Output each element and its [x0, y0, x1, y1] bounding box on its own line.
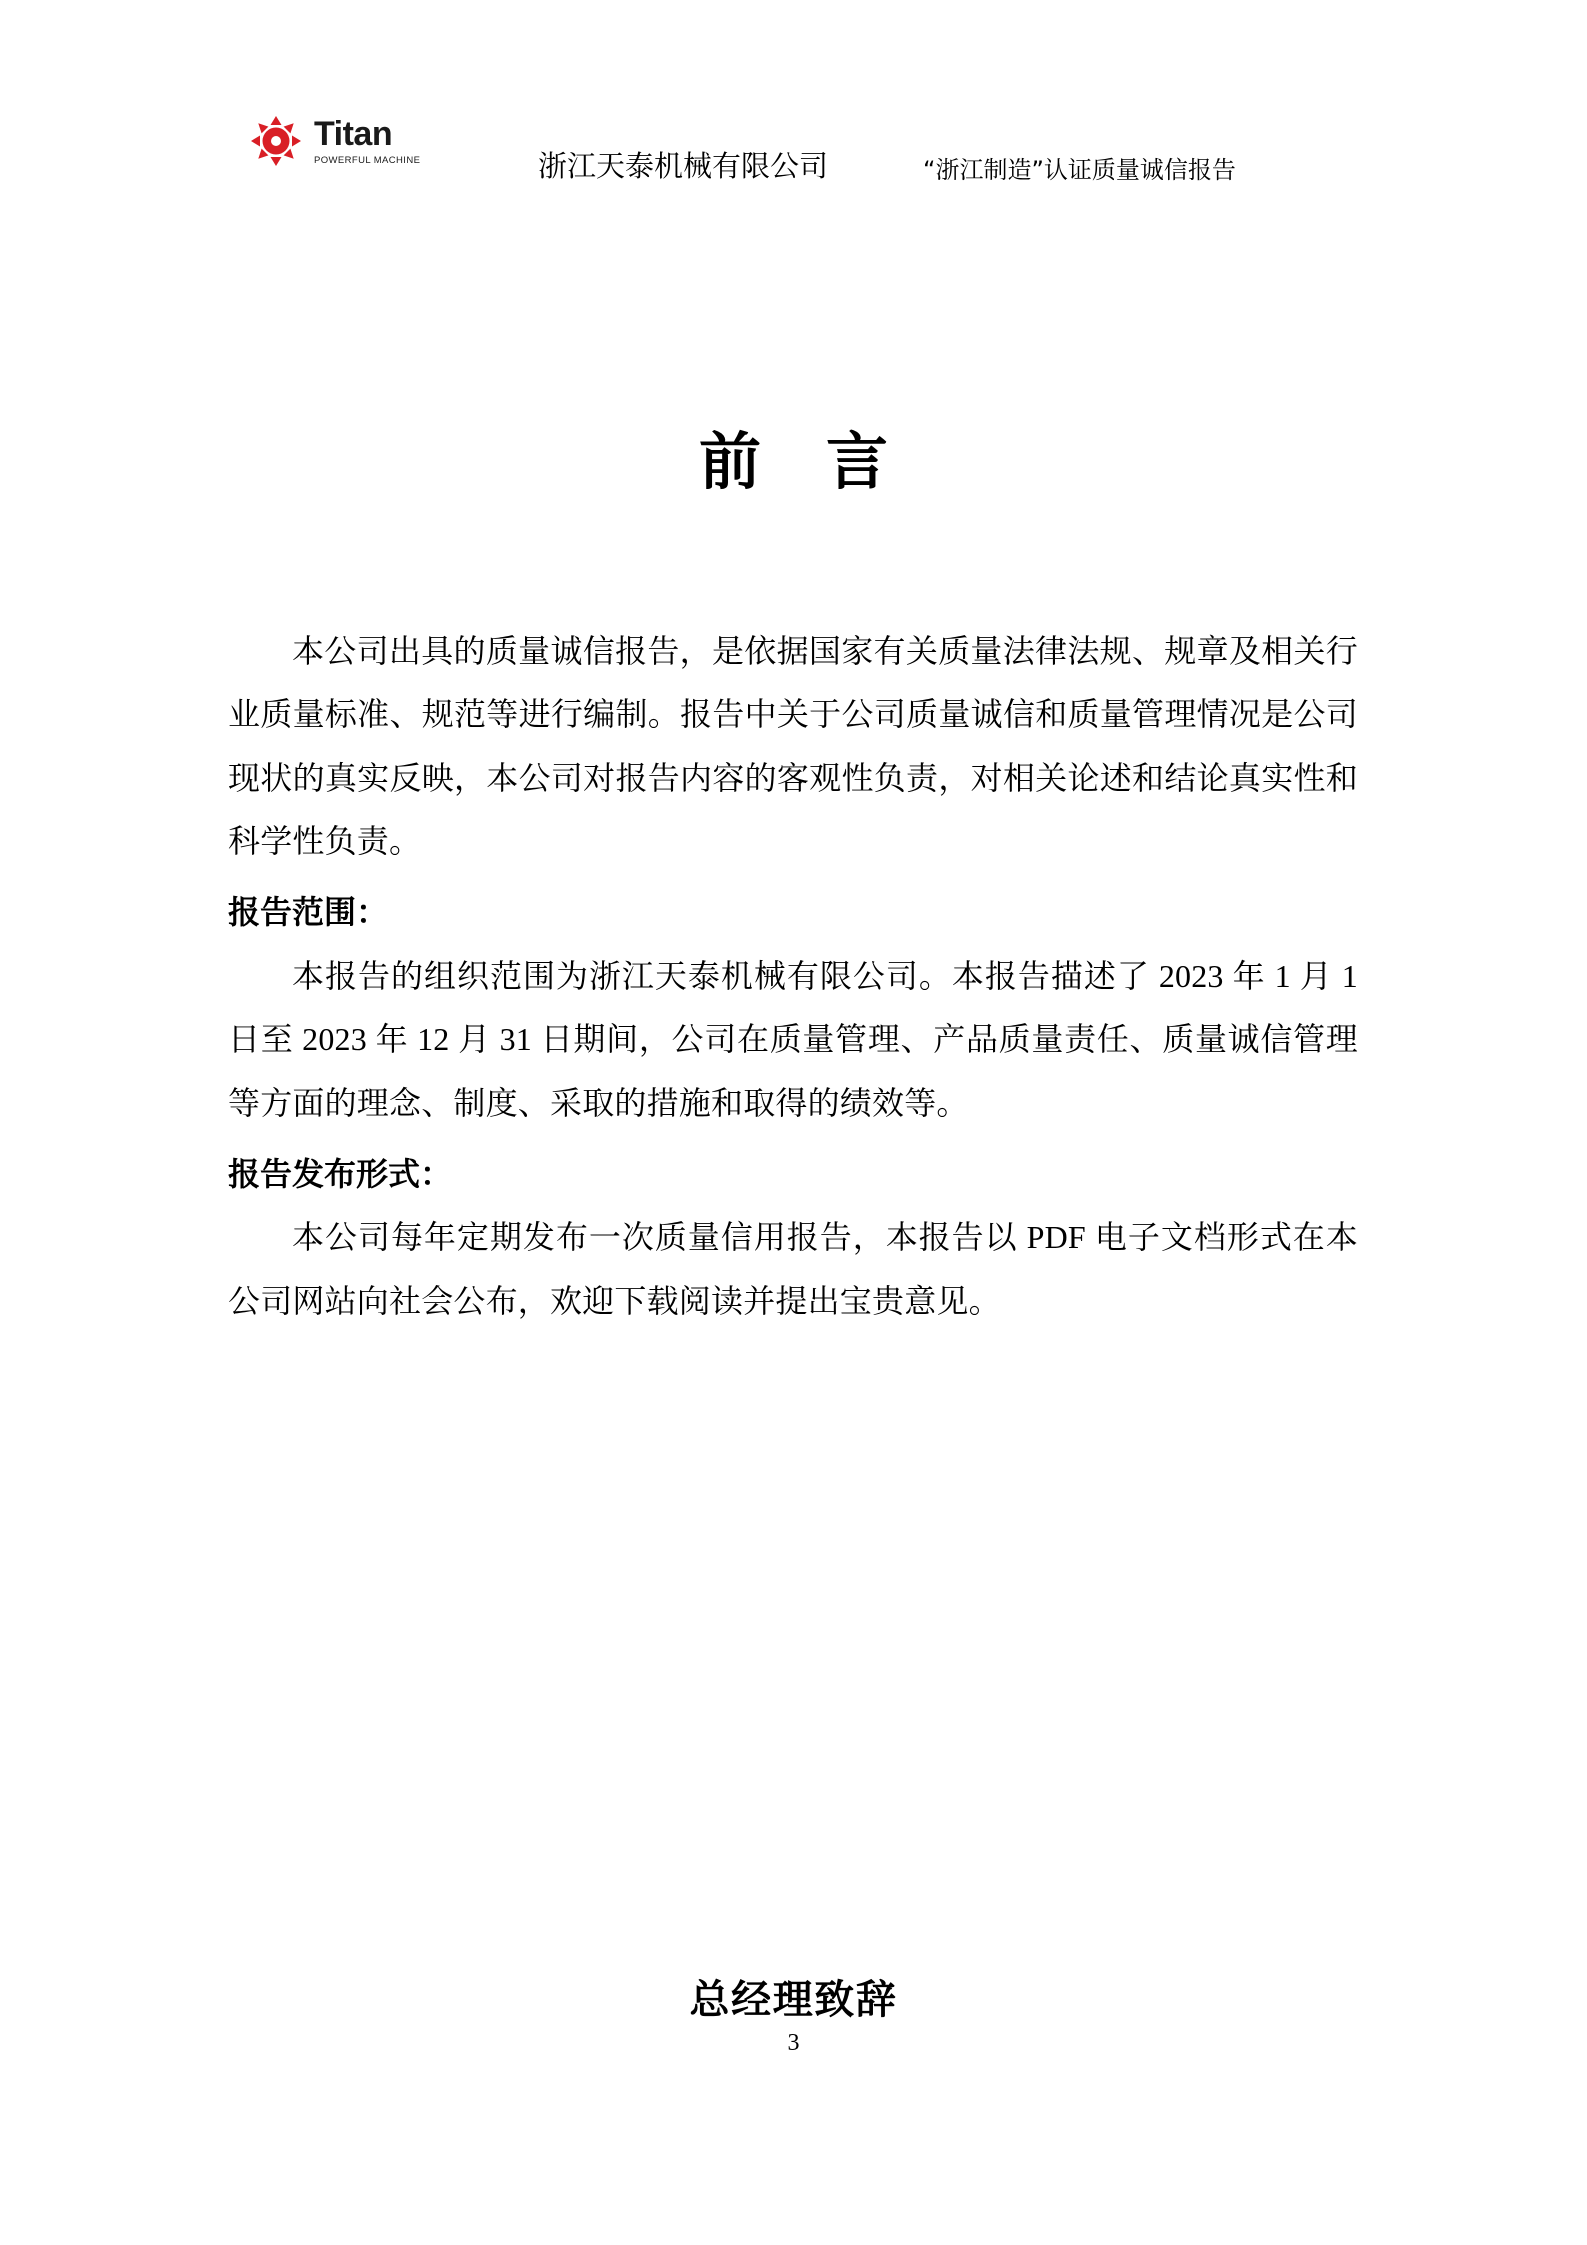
page-header	[248, 108, 1382, 198]
release-form-label: 报告发布形式：	[228, 1155, 453, 1192]
page-number: 3	[787, 2030, 800, 2056]
scope-label: 报告范围：	[228, 894, 389, 931]
logo-wordmark	[314, 114, 421, 166]
titan-gear-icon	[248, 113, 304, 169]
header-company-name: 浙江天泰机械有限公司	[538, 149, 829, 183]
header-report-name: “浙江制造”认证质量诚信报告	[923, 156, 1236, 184]
scope-paragraph: 本报告的组织范围为浙江天泰机械有限公司。本报告描述了 2023 年 1 月 1 日至 2023 年 12 月 31 日期间，公司在质量管理、产品质量责任、质量诚信管理等方面的理念、制度、采取的措施和取得的绩效等。	[228, 957, 1358, 1121]
document-body	[228, 620, 1358, 1339]
release-form-paragraph: 本公司每年定期发布一次质量信用报告，本报告以 PDF 电子文档形式在本公司网站向社会公布，欢迎下载阅读并提出宝贵意见。	[228, 1219, 1358, 1319]
page-title: 前 言	[699, 424, 910, 498]
company-logo	[248, 108, 463, 169]
logo-word: Titan	[314, 114, 393, 153]
logo-tagline: POWERFUL MACHINE	[314, 154, 421, 166]
closing-section-title: 总经理致辞	[689, 1976, 898, 2024]
intro-paragraph: 本公司出具的质量诚信报告，是依据国家有关质量法律法规、规章及相关行业质量标准、规范等进行编制。报告中关于公司质量诚信和质量管理情况是公司现状的真实反映，本公司对报告内容的客观性负责，对相关论述和结论真实性和科学性负责。	[228, 633, 1358, 860]
